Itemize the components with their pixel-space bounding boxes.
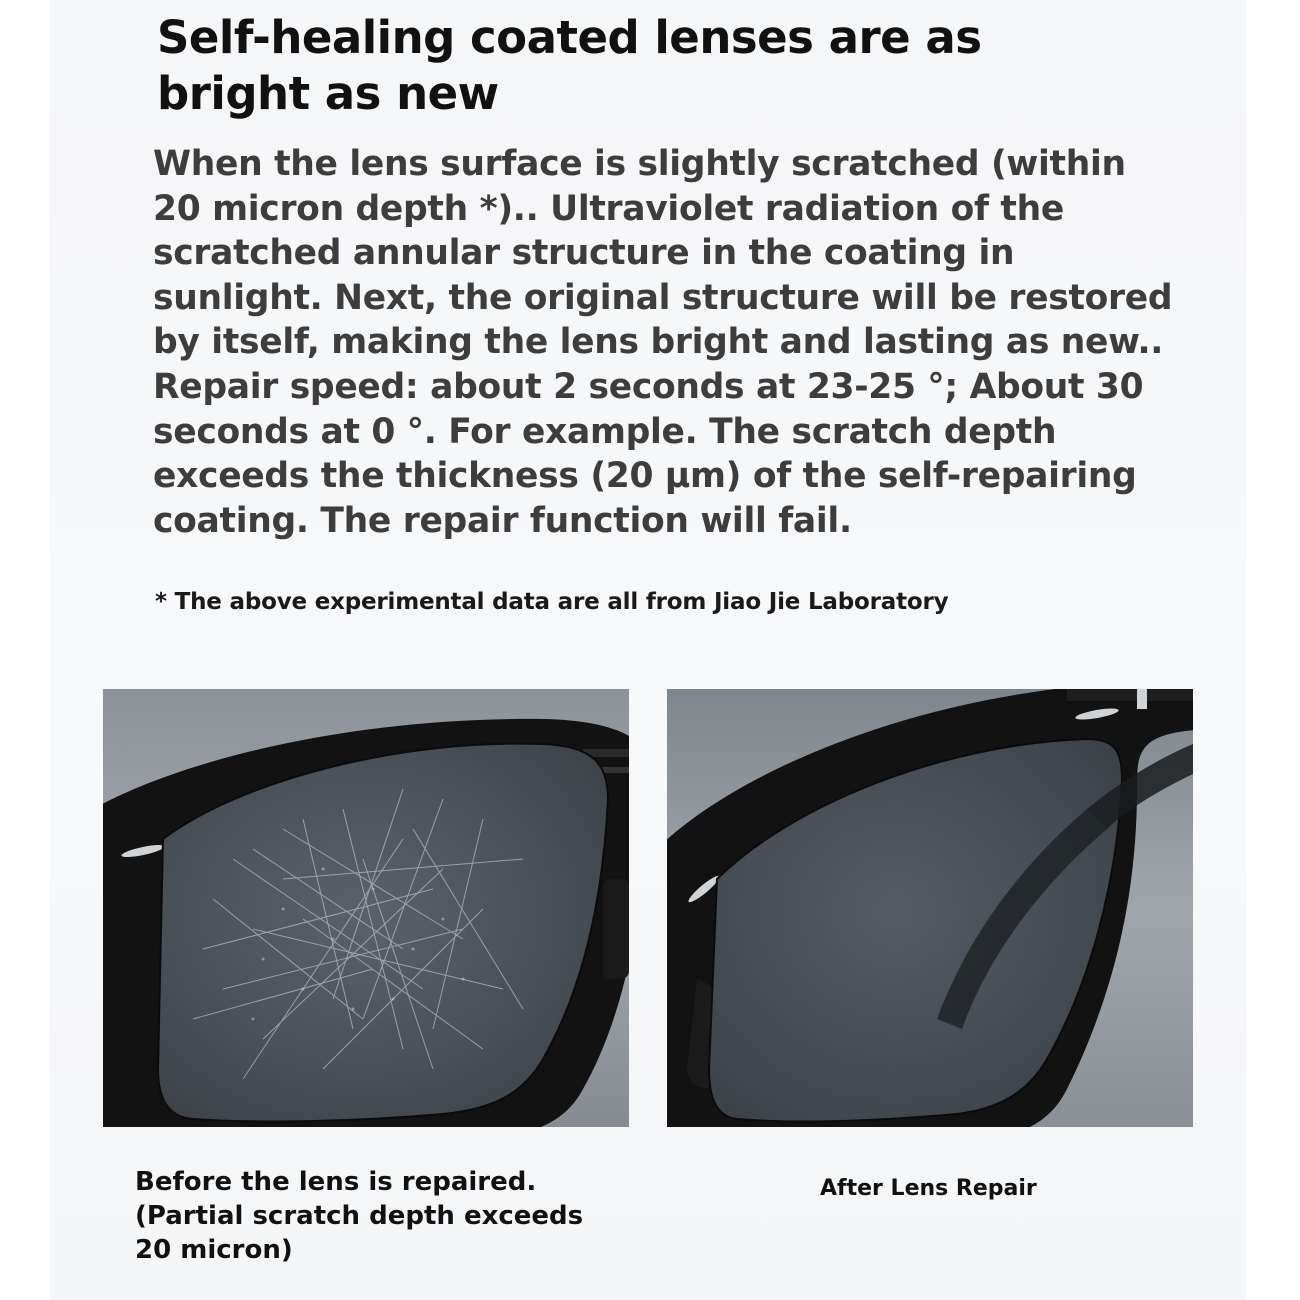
page-title: Self-healing coated lenses are as bright as new: [157, 11, 982, 120]
feature-description: When the lens surface is slightly scratched (within 20 micron depth *).. Ultraviolet radiation of the scratched annular structure in the coating in sunlight. Next, the original structure will be restored by itself, making the lens bright and lasting as new.. Repair speed: about 2 seconds at 23-25 °; About 30 seconds at 0 °. For example. The scratch depth exceeds the thickness (20 μm) of the self-repairing coating. The repair function will fail.: [153, 144, 1173, 541]
before-repair-caption: [135, 1165, 605, 1267]
before-caption-line-3: 20 micron): [135, 1235, 293, 1265]
after-repair-caption: After Lens Repair: [820, 1176, 1037, 1201]
before-repair-photo: [103, 689, 629, 1127]
lab-footnote: * The above experimental data are all from Jiao Jie Laboratory: [155, 589, 949, 615]
before-caption-line-1: Before the lens is repaired.: [135, 1167, 537, 1197]
before-caption-line-2: (Partial scratch depth exceeds: [135, 1201, 584, 1231]
after-repair-photo: [667, 689, 1193, 1127]
